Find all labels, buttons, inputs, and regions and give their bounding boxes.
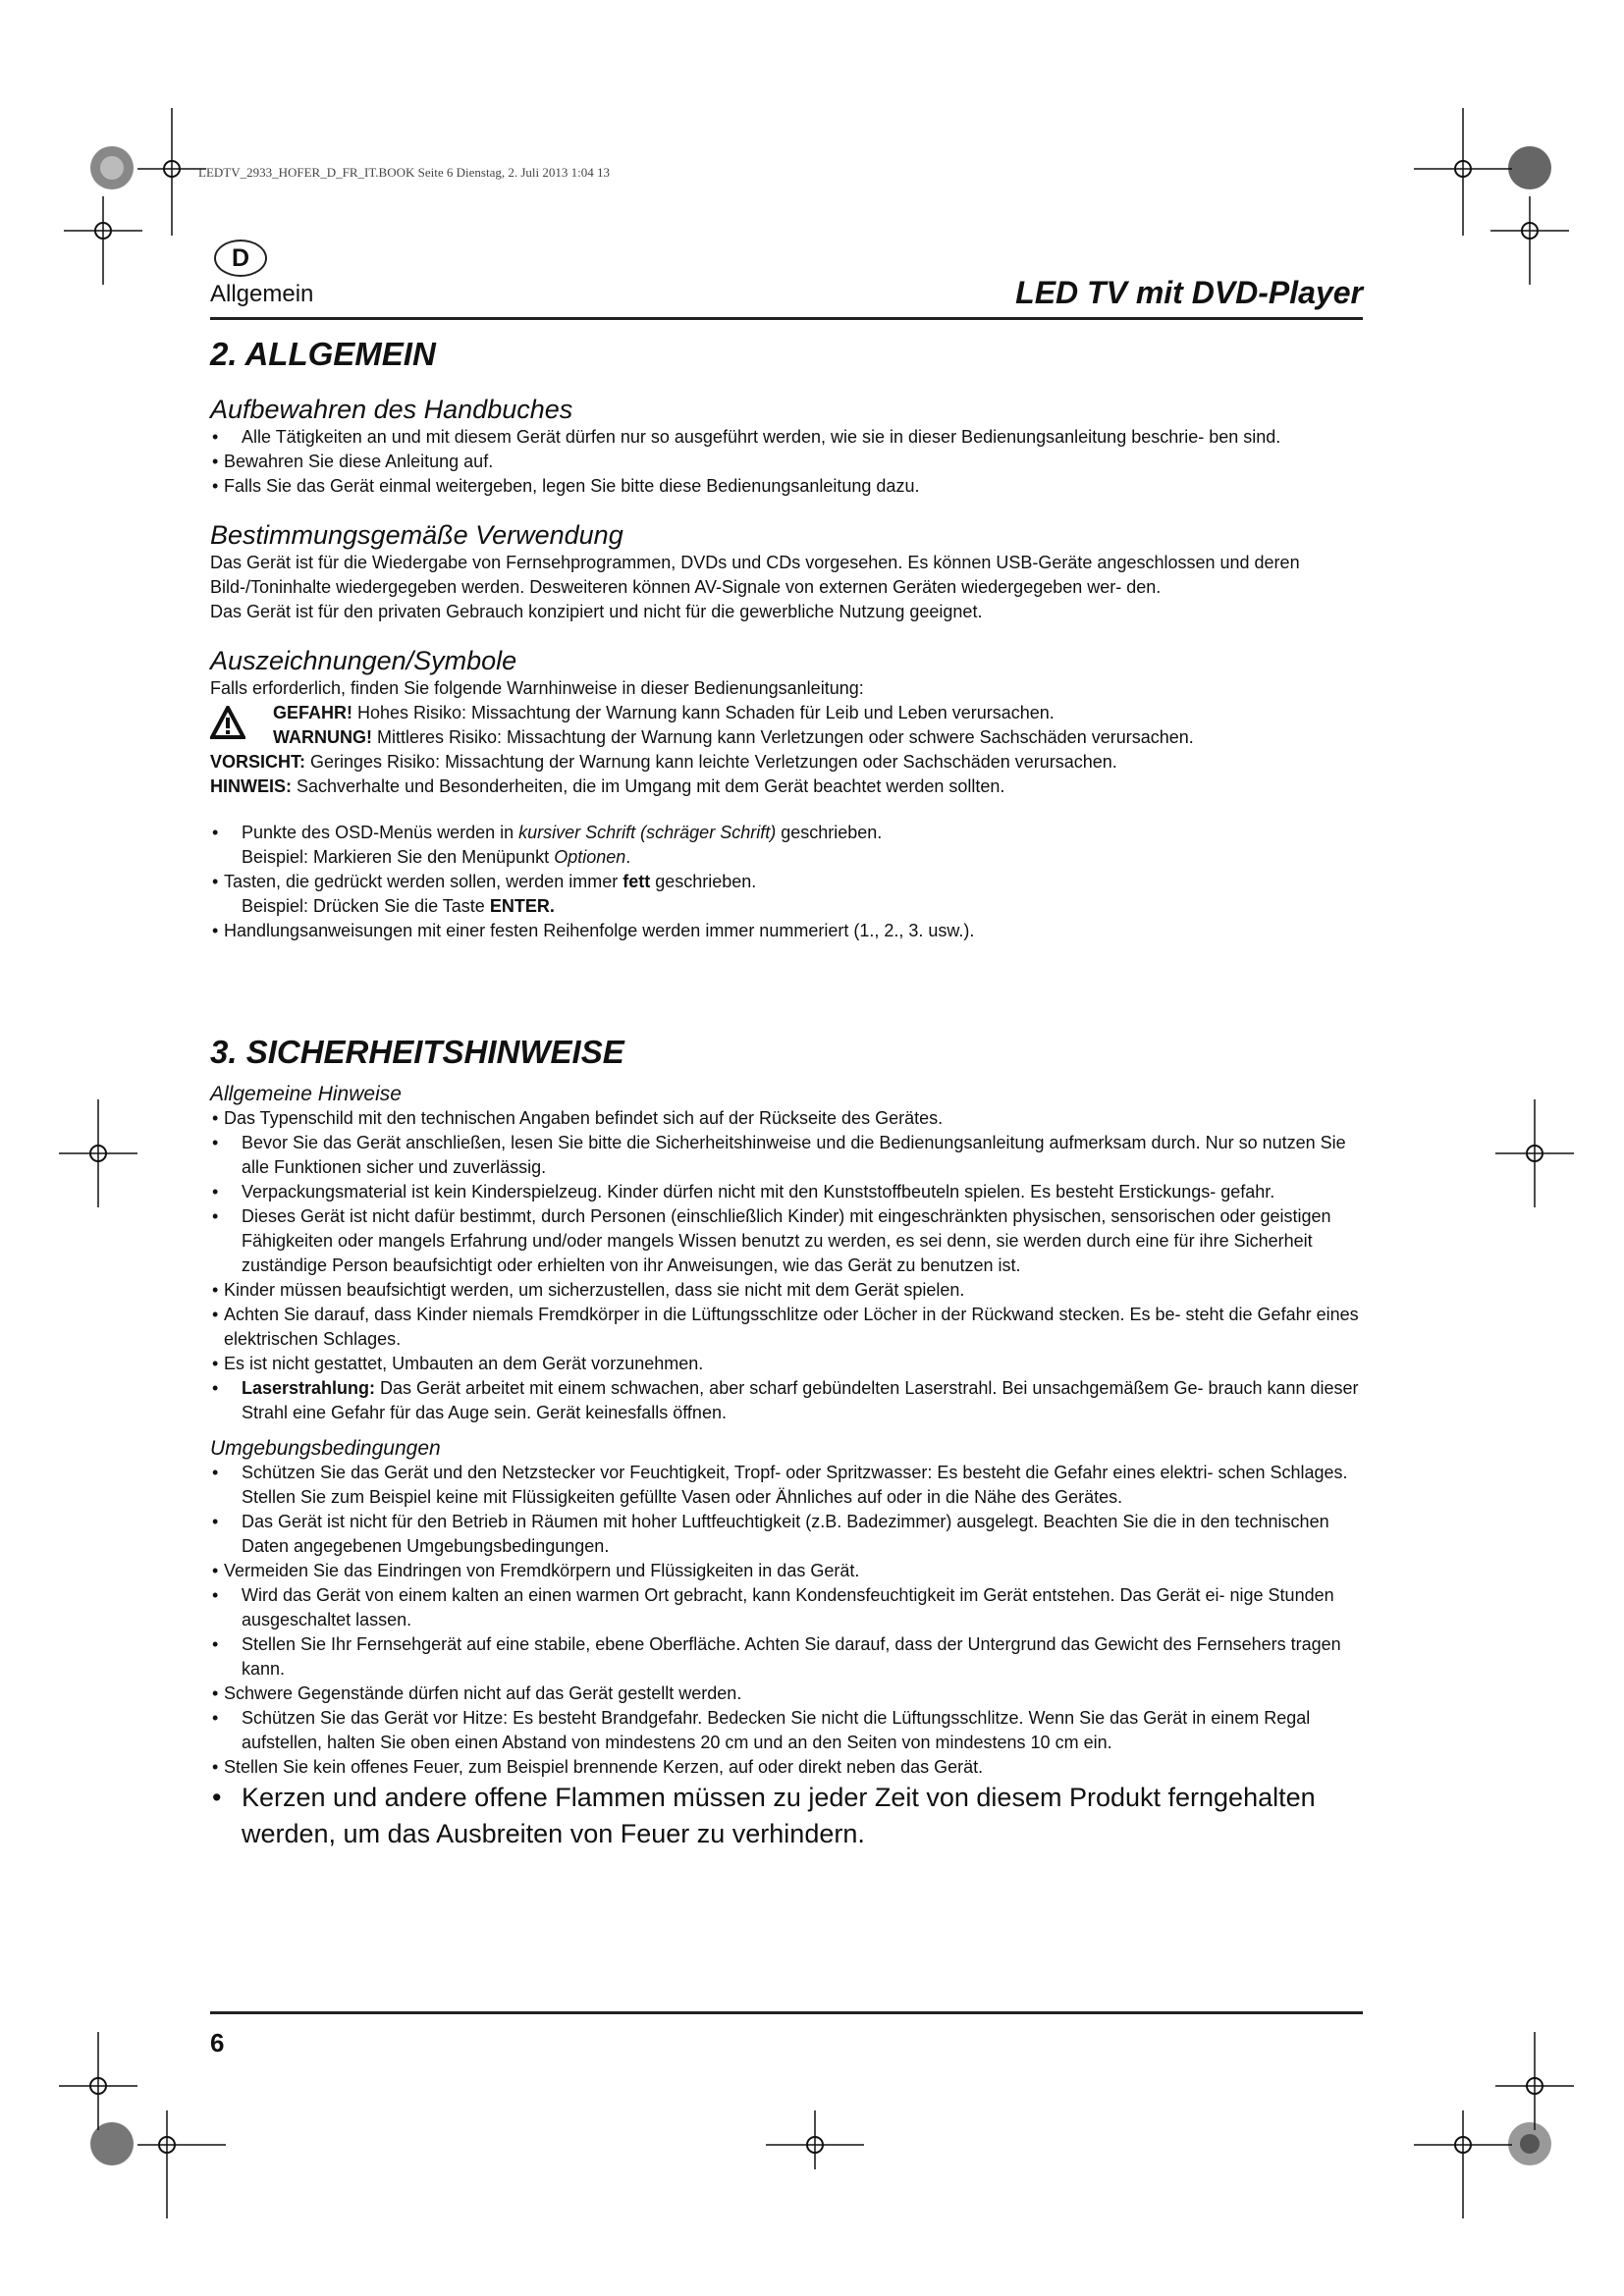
- list-item: • Punkte des OSD-Menüs werden in kursiver Schrift (schräger Schrift) geschrieben.: [210, 821, 1363, 845]
- gefahr-label: GEFAHR!: [273, 703, 352, 722]
- print-info: LEDTV_2933_HOFER_D_FR_IT.BOOK Seite 6 Dienstag, 2. Juli 2013 1:04 13: [198, 165, 610, 180]
- example-text: Beispiel: Markieren Sie den Menüpunkt Optionen.: [242, 847, 631, 867]
- manual-title: LED TV mit DVD-Player: [1015, 275, 1363, 310]
- list-item: • Handlungsanweisungen mit einer festen Reihenfolge werden immer nummeriert (1., 2., 3. usw.).: [210, 919, 1363, 943]
- paragraph: Das Gerät ist für die Wiedergabe von Fernsehprogrammen, DVDs und CDs vorgesehen. Es können USB-Geräte angeschlossen und deren Bild-/Toninhalte wiedergegeben werden. Desweiteren können AV-Signale von externen Geräten wiedergegeben wer- den.: [210, 553, 1300, 597]
- footer-rule: [210, 2011, 1363, 2014]
- environment-list: [210, 1461, 1363, 1852]
- crop-mark-icon: [1414, 2110, 1512, 2218]
- list-item: • Das Typenschild mit den technischen Angaben befindet sich auf der Rückseite des Gerätes.: [210, 1106, 1363, 1131]
- list-item: • Stellen Sie kein offenes Feuer, zum Beispiel brennende Kerzen, auf oder direkt neben das Gerät.: [210, 1755, 1363, 1780]
- crop-mark-icon: [1495, 1099, 1574, 1207]
- hinweis-label: HINWEIS:: [210, 776, 292, 796]
- example-text: Beispiel: Drücken Sie die Taste ENTER.: [242, 896, 555, 916]
- warning-triangle-icon: [210, 706, 245, 739]
- list-item: • Tasten, die gedrückt werden sollen, werden immer fett geschrieben.: [210, 870, 1363, 894]
- page-content: [210, 336, 1363, 1852]
- list-item: • Vermeiden Sie das Eindringen von Fremdkörpern und Flüssigkeiten in das Gerät.: [210, 1559, 1363, 1583]
- warnung-text: Mittleres Risiko: Missachtung der Warnung kann Verletzungen oder schwere Sachschäden verursachen.: [372, 727, 1194, 747]
- section-title-sicherheit: 3. SICHERHEITSHINWEISE: [210, 1034, 624, 1070]
- subsection-umgebung: Umgebungsbedingungen: [210, 1437, 441, 1460]
- list-item: • Es ist nicht gestattet, Umbauten an dem Gerät vorzunehmen.: [210, 1352, 1363, 1376]
- list-item: • Kerzen und andere offene Flammen müssen zu jeder Zeit von diesem Produkt ferngehalten werden, um das Ausbreiten von Feuer zu verhindern.: [210, 1780, 1363, 1852]
- warning-block: [210, 701, 1363, 750]
- language-badge: D: [214, 240, 267, 277]
- section-label: Allgemein: [210, 281, 314, 307]
- list-item: • Kinder müssen beaufsichtigt werden, um sicherzustellen, dass sie nicht mit dem Gerät spielen.: [210, 1278, 1363, 1303]
- list-item: • Das Gerät ist nicht für den Betrieb in Räumen mit hoher Luftfeuchtigkeit (z.B. Badezimmer) ausgelegt. Beachten Sie die in den technischen Daten angegebenen Umgebungsbedingungen.: [210, 1510, 1363, 1559]
- list-item: • Verpackungsmaterial ist kein Kinderspielzeug. Kinder dürfen nicht mit den Kunststoffbeuteln spielen. Es besteht Erstickungs- gefahr.: [210, 1180, 1363, 1204]
- subsection-symbole: Auszeichnungen/Symbole: [210, 646, 517, 675]
- list-item: • Dieses Gerät ist nicht dafür bestimmt, durch Personen (einschließlich Kinder) mit eingeschränkten physischen, sensorischen oder geistigen Fähigkeiten oder mangels Erfahrung und/oder mangels Wissen benutzt zu werden, es sei denn, sie werden durch eine für ihre Sicherheit zuständige Person beaufsichtigt oder erhielten von ihr Anweisungen, wie das Gerät zu benutzen ist.: [210, 1204, 1363, 1278]
- crop-mark-icon: [1490, 196, 1569, 285]
- subsection-verwendung: Bestimmungsgemäße Verwendung: [210, 520, 623, 550]
- safety-list: [210, 1106, 1363, 1425]
- subsection-allgemeine-hinweise: Allgemeine Hinweise: [210, 1083, 402, 1105]
- hinweis-text: Sachverhalte und Besonderheiten, die im Umgang mit dem Gerät beachtet werden sollten.: [292, 776, 1005, 796]
- crop-mark-icon: [137, 108, 206, 236]
- subsection-handbuch: Aufbewahren des Handbuches: [210, 395, 573, 424]
- section-title-allgemein: 2. ALLGEMEIN: [210, 336, 436, 372]
- crop-mark-icon: [64, 196, 142, 285]
- list-item: • Wird das Gerät von einem kalten an einen warmen Ort gebracht, kann Kondensfeuchtigkeit im Gerät entstehen. Das Gerät ei- nige Stunden ausgeschaltet lassen.: [210, 1583, 1363, 1632]
- paragraph: Falls erforderlich, finden Sie folgende Warnhinweise in dieser Bedienungsanleitung:: [210, 678, 864, 698]
- crop-mark-icon: [137, 2110, 226, 2218]
- list-item: • Laserstrahlung: Das Gerät arbeitet mit einem schwachen, aber scharf gebündelten Laserstrahl. Bei unsachgemäßem Ge- brauch kann dieser Strahl eine Gefahr für das Auge sein. Gerät keinesfalls öffnen.: [210, 1376, 1363, 1425]
- registration-mark-icon: [86, 142, 137, 193]
- gefahr-text: Hohes Risiko: Missachtung der Warnung kann Schaden für Leib und Leben verursachen.: [352, 703, 1055, 722]
- conventions-list: [210, 821, 1363, 943]
- crop-mark-icon: [59, 2032, 137, 2130]
- list-item: • Achten Sie darauf, dass Kinder niemals Fremdkörper in die Lüftungsschlitze oder Löcher in der Rückwand stecken. Es be- steht die Gefahr eines elektrischen Schlages.: [210, 1303, 1363, 1352]
- handbuch-list: [210, 425, 1363, 499]
- list-item: • Bevor Sie das Gerät anschließen, lesen Sie bitte die Sicherheitshinweise und die Bedienungsanleitung aufmerksam durch. Nur so nutzen Sie alle Funktionen sicher und zuverlässig.: [210, 1131, 1363, 1180]
- warnung-label: WARNUNG!: [273, 727, 372, 747]
- list-item: • Schützen Sie das Gerät vor Hitze: Es besteht Brandgefahr. Bedecken Sie nicht die Lüftungsschlitze. Wenn Sie das Gerät in einem Regal aufstellen, halten Sie oben einen Abstand von mindestens 20 cm und an den Seiten von mindestens 10 cm ein.: [210, 1706, 1363, 1755]
- vorsicht-label: VORSICHT:: [210, 752, 306, 772]
- list-item: • Schwere Gegenstände dürfen nicht auf das Gerät gestellt werden.: [210, 1682, 1363, 1706]
- list-item: • Schützen Sie das Gerät und den Netzstecker vor Feuchtigkeit, Tropf- oder Spritzwasser: Es besteht die Gefahr eines elektri- schen Schlages. Stellen Sie zum Beispiel keine mit Flüssigkeiten gefüllte Vasen oder Ähnliches auf oder in die Nähe des Gerätes.: [210, 1461, 1363, 1510]
- list-item: • Stellen Sie Ihr Fernsehgerät auf eine stabile, ebene Oberfläche. Achten Sie darauf, dass der Untergrund das Gewicht des Fernsehers tragen kann.: [210, 1632, 1363, 1682]
- list-item: • Bewahren Sie diese Anleitung auf.: [210, 450, 1363, 474]
- list-item: • Falls Sie das Gerät einmal weitergeben, legen Sie bitte diese Bedienungsanleitung dazu.: [210, 474, 1363, 499]
- page-number: 6: [210, 2028, 225, 2057]
- list-item: • Alle Tätigkeiten an und mit diesem Gerät dürfen nur so ausgeführt werden, wie sie in dieser Bedienungsanleitung beschrie- ben sind.: [210, 425, 1363, 450]
- paragraph: Das Gerät ist für den privaten Gebrauch konzipiert und nicht für die gewerbliche Nutzung geeignet.: [210, 602, 983, 621]
- vorsicht-text: Geringes Risiko: Missachtung der Warnung kann leichte Verletzungen oder Sachschäden verursachen.: [305, 752, 1117, 772]
- crop-mark-icon: [59, 1099, 137, 1207]
- header-rule: [210, 317, 1363, 320]
- crop-mark-icon: [766, 2110, 864, 2218]
